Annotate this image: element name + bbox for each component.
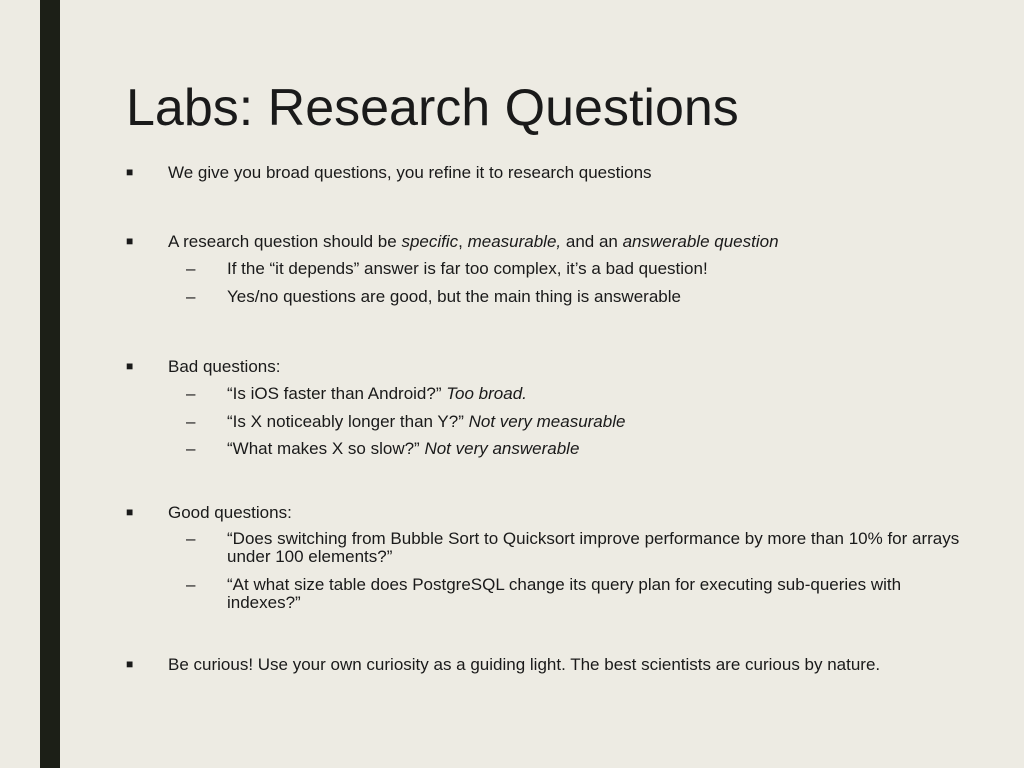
dash-bullet-icon: – xyxy=(186,412,196,431)
dash-bullet-icon: – xyxy=(186,259,196,278)
slide-title: Labs: Research Questions xyxy=(126,79,739,137)
dash-bullet-icon: – xyxy=(186,287,196,306)
bullet-text: Bad questions: xyxy=(168,357,281,376)
sub-bullet-text: Yes/no questions are good, but the main thing is answerable xyxy=(227,287,681,306)
sub-bullet-text: If the “it depends” answer is far too complex, it’s a bad question! xyxy=(227,259,708,278)
square-bullet-icon: ■ xyxy=(126,165,134,179)
dash-bullet-icon: – xyxy=(186,439,196,458)
question-text: “Is iOS faster than Android?” xyxy=(227,384,447,403)
dash-bullet-icon: – xyxy=(186,384,196,403)
dash-bullet-icon: – xyxy=(186,575,196,594)
bullet-text: Be curious! Use your own curiosity as a guiding light. The best scientists are curious by nature. xyxy=(168,655,881,674)
square-bullet-icon: ■ xyxy=(126,359,134,373)
emphasis-answerable: answerable question xyxy=(622,232,779,251)
text-run: and an xyxy=(561,232,623,251)
bullet-text: Good questions: xyxy=(168,503,292,522)
question-text: “What makes X so slow?” xyxy=(227,439,425,458)
sub-bullet-text xyxy=(227,440,579,458)
text-run: , xyxy=(458,232,468,251)
square-bullet-icon: ■ xyxy=(126,657,134,671)
text-run: A research question should be xyxy=(168,232,402,251)
question-note: Too broad. xyxy=(446,384,527,403)
dash-bullet-icon: – xyxy=(186,529,196,548)
question-text: “Is X noticeably longer than Y?” xyxy=(227,412,469,431)
question-note: Not very measurable xyxy=(468,412,626,431)
emphasis-measurable: measurable, xyxy=(467,232,562,251)
question-note: Not very answerable xyxy=(424,439,580,458)
sub-bullet-text: “At what size table does PostgreSQL change its query plan for executing sub-queries with indexes?” xyxy=(227,575,902,612)
square-bullet-icon: ■ xyxy=(126,505,134,519)
bullet-text: We give you broad questions, you refine it to research questions xyxy=(168,163,652,182)
emphasis-specific: specific xyxy=(401,232,459,251)
bullet-text xyxy=(168,232,779,251)
sub-bullet-text xyxy=(227,385,527,403)
square-bullet-icon: ■ xyxy=(126,234,134,248)
sub-bullet-text: “Does switching from Bubble Sort to Quicksort improve performance by more than 10% for arrays under 100 elements?” xyxy=(227,529,960,566)
sub-bullet-text xyxy=(227,413,625,431)
